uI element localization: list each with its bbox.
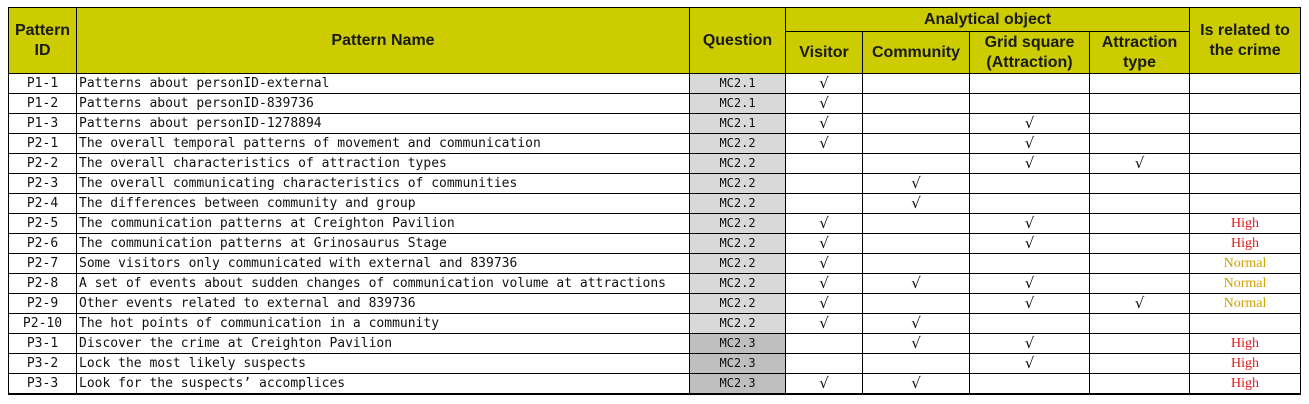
pattern-name-cell: The differences between community and group [77, 194, 690, 214]
grid-square-check-cell: √ [970, 134, 1090, 154]
question-cell: MC2.2 [690, 134, 786, 154]
question-cell: MC2.1 [690, 74, 786, 94]
visitor-check-cell: √ [786, 234, 863, 254]
crime-relation-cell [1190, 114, 1301, 134]
grid-square-check-cell: √ [970, 114, 1090, 134]
grid-square-check-cell: √ [970, 154, 1090, 174]
question-cell: MC2.2 [690, 274, 786, 294]
pattern-name-cell: The overall temporal patterns of movement and communication [77, 134, 690, 154]
question-cell: MC2.2 [690, 314, 786, 334]
community-check-cell [863, 94, 970, 114]
pattern-id-cell: P2-6 [9, 234, 77, 254]
pattern-name-cell: Patterns about personID-1278894 [77, 114, 690, 134]
crime-relation-cell [1190, 74, 1301, 94]
question-cell: MC2.3 [690, 374, 786, 395]
community-check-cell [863, 154, 970, 174]
attraction-type-check-cell [1090, 374, 1190, 395]
grid-square-check-cell [970, 194, 1090, 214]
visitor-check-cell: √ [786, 134, 863, 154]
table-row [9, 374, 1301, 395]
pattern-table [8, 7, 1301, 395]
pattern-id-cell: P2-9 [9, 294, 77, 314]
pattern-id-cell: P3-3 [9, 374, 77, 395]
pattern-id-cell: P3-2 [9, 354, 77, 374]
grid-square-check-cell [970, 314, 1090, 334]
pattern-id-cell: P2-5 [9, 214, 77, 234]
crime-relation-cell: Normal [1190, 294, 1301, 314]
pattern-name-cell: Discover the crime at Creighton Pavilion [77, 334, 690, 354]
grid-square-check-cell [970, 74, 1090, 94]
community-check-cell: √ [863, 374, 970, 395]
header-pattern-name: Pattern Name [77, 8, 690, 74]
visitor-check-cell: √ [786, 74, 863, 94]
question-cell: MC2.2 [690, 214, 786, 234]
pattern-id-cell: P1-1 [9, 74, 77, 94]
visitor-check-cell: √ [786, 314, 863, 334]
pattern-id-cell: P1-3 [9, 114, 77, 134]
header-grid-square: Grid square (Attraction) [970, 32, 1090, 74]
table-row [9, 194, 1301, 214]
community-check-cell [863, 134, 970, 154]
pattern-id-cell: P1-2 [9, 94, 77, 114]
attraction-type-check-cell [1090, 234, 1190, 254]
pattern-name-cell: Other events related to external and 839736 [77, 294, 690, 314]
question-cell: MC2.2 [690, 154, 786, 174]
attraction-type-check-cell [1090, 194, 1190, 214]
grid-square-check-cell [970, 94, 1090, 114]
grid-square-check-cell: √ [970, 334, 1090, 354]
question-cell: MC2.3 [690, 354, 786, 374]
community-check-cell [863, 214, 970, 234]
header-visitor: Visitor [786, 32, 863, 74]
crime-relation-cell: High [1190, 354, 1301, 374]
grid-square-check-cell [970, 374, 1090, 395]
header-pattern-id: Pattern ID [9, 8, 77, 74]
community-check-cell [863, 294, 970, 314]
question-cell: MC2.1 [690, 114, 786, 134]
attraction-type-check-cell [1090, 314, 1190, 334]
pattern-id-cell: P2-7 [9, 254, 77, 274]
crime-relation-cell: High [1190, 234, 1301, 254]
table-row [9, 234, 1301, 254]
header-attraction-type: Attraction type [1090, 32, 1190, 74]
attraction-type-check-cell [1090, 274, 1190, 294]
question-cell: MC2.2 [690, 194, 786, 214]
visitor-check-cell: √ [786, 114, 863, 134]
visitor-check-cell: √ [786, 274, 863, 294]
community-check-cell [863, 254, 970, 274]
question-cell: MC2.2 [690, 254, 786, 274]
pattern-name-cell: The hot points of communication in a community [77, 314, 690, 334]
table-row [9, 174, 1301, 194]
crime-relation-cell: Normal [1190, 254, 1301, 274]
pattern-name-cell: Some visitors only communicated with external and 839736 [77, 254, 690, 274]
attraction-type-check-cell [1090, 254, 1190, 274]
community-check-cell: √ [863, 314, 970, 334]
table-row [9, 134, 1301, 154]
grid-square-check-cell: √ [970, 214, 1090, 234]
pattern-id-cell: P2-2 [9, 154, 77, 174]
grid-square-check-cell [970, 254, 1090, 274]
visitor-check-cell [786, 334, 863, 354]
pattern-id-cell: P2-3 [9, 174, 77, 194]
pattern-id-cell: P2-10 [9, 314, 77, 334]
attraction-type-check-cell [1090, 74, 1190, 94]
community-check-cell: √ [863, 274, 970, 294]
table-row [9, 334, 1301, 354]
pattern-name-cell: Patterns about personID-839736 [77, 94, 690, 114]
crime-relation-cell: High [1190, 334, 1301, 354]
community-check-cell [863, 234, 970, 254]
attraction-type-check-cell [1090, 94, 1190, 114]
table-row [9, 94, 1301, 114]
pattern-id-cell: P2-4 [9, 194, 77, 214]
community-check-cell: √ [863, 174, 970, 194]
question-cell: MC2.3 [690, 334, 786, 354]
table-row [9, 154, 1301, 174]
pattern-name-cell: The communication patterns at Creighton Pavilion [77, 214, 690, 234]
visitor-check-cell [786, 354, 863, 374]
grid-square-check-cell: √ [970, 294, 1090, 314]
grid-square-check-cell: √ [970, 354, 1090, 374]
question-cell: MC2.2 [690, 234, 786, 254]
crime-relation-cell [1190, 94, 1301, 114]
attraction-type-check-cell [1090, 174, 1190, 194]
pattern-id-cell: P2-8 [9, 274, 77, 294]
table-row [9, 314, 1301, 334]
attraction-type-check-cell [1090, 214, 1190, 234]
grid-square-check-cell: √ [970, 274, 1090, 294]
pattern-name-cell: The overall characteristics of attraction types [77, 154, 690, 174]
table-row [9, 74, 1301, 94]
attraction-type-check-cell [1090, 354, 1190, 374]
attraction-type-check-cell: √ [1090, 294, 1190, 314]
pattern-id-cell: P2-1 [9, 134, 77, 154]
pattern-name-cell: A set of events about sudden changes of communication volume at attractions [77, 274, 690, 294]
crime-relation-cell [1190, 314, 1301, 334]
attraction-type-check-cell: √ [1090, 154, 1190, 174]
community-check-cell [863, 114, 970, 134]
header-community: Community [863, 32, 970, 74]
table-row [9, 274, 1301, 294]
community-check-cell [863, 74, 970, 94]
crime-relation-cell [1190, 154, 1301, 174]
visitor-check-cell: √ [786, 254, 863, 274]
crime-relation-cell: Normal [1190, 274, 1301, 294]
crime-relation-cell [1190, 194, 1301, 214]
pattern-name-cell: The overall communicating characteristics of communities [77, 174, 690, 194]
pattern-name-cell: Look for the suspects’ accomplices [77, 374, 690, 395]
attraction-type-check-cell [1090, 114, 1190, 134]
visitor-check-cell [786, 194, 863, 214]
table-row [9, 354, 1301, 374]
pattern-name-cell: Patterns about personID-external [77, 74, 690, 94]
table-body [9, 74, 1301, 395]
crime-relation-cell: High [1190, 374, 1301, 395]
pattern-name-cell: The communication patterns at Grinosaurus Stage [77, 234, 690, 254]
visitor-check-cell: √ [786, 294, 863, 314]
visitor-check-cell: √ [786, 94, 863, 114]
attraction-type-check-cell [1090, 334, 1190, 354]
crime-relation-cell [1190, 174, 1301, 194]
attraction-type-check-cell [1090, 134, 1190, 154]
question-cell: MC2.1 [690, 94, 786, 114]
header-question: Question [690, 8, 786, 74]
table-row [9, 254, 1301, 274]
pattern-name-cell: Lock the most likely suspects [77, 354, 690, 374]
grid-square-check-cell [970, 174, 1090, 194]
header-related-crime: Is related to the crime [1190, 8, 1301, 74]
visitor-check-cell [786, 154, 863, 174]
question-cell: MC2.2 [690, 174, 786, 194]
table-row [9, 214, 1301, 234]
visitor-check-cell [786, 174, 863, 194]
visitor-check-cell: √ [786, 374, 863, 395]
pattern-id-cell: P3-1 [9, 334, 77, 354]
visitor-check-cell: √ [786, 214, 863, 234]
community-check-cell: √ [863, 334, 970, 354]
crime-relation-cell [1190, 134, 1301, 154]
header-analytical-object: Analytical object [786, 8, 1190, 32]
crime-relation-cell: High [1190, 214, 1301, 234]
grid-square-check-cell: √ [970, 234, 1090, 254]
question-cell: MC2.2 [690, 294, 786, 314]
table-row [9, 114, 1301, 134]
community-check-cell [863, 354, 970, 374]
table-row [9, 294, 1301, 314]
community-check-cell: √ [863, 194, 970, 214]
